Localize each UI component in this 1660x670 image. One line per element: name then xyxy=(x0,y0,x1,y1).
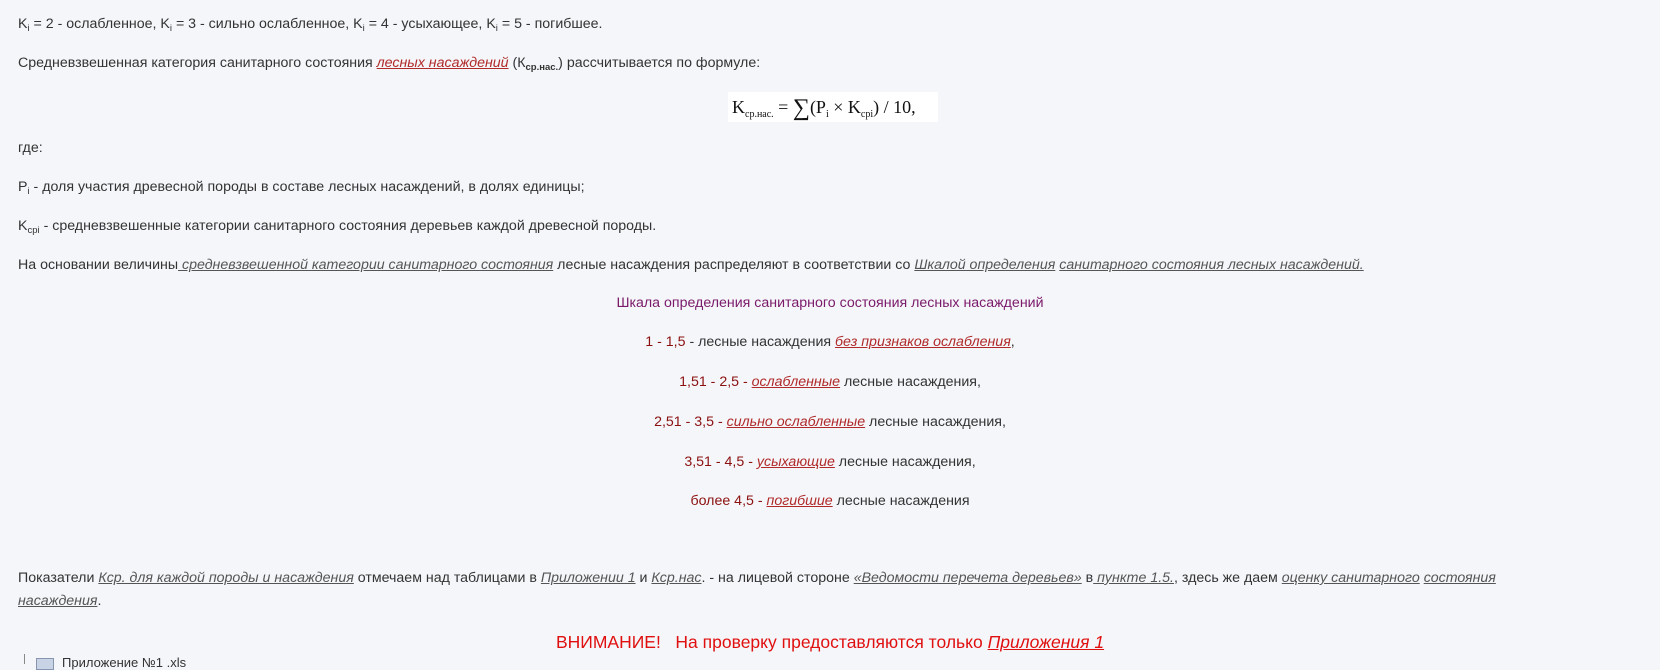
indicators-paragraph-line2: насаждения. xyxy=(18,593,102,609)
attachment-link[interactable]: Приложение №1 .xls xyxy=(62,655,187,670)
file-icon[interactable] xyxy=(36,658,54,670)
basis-paragraph: На основании величины средневзвешенной категории санитарного состояния лесные насаждения распределяют в соответствии со Шкалой определения санитарного состояния лесных насаждений. xyxy=(18,257,1364,273)
link-kcp-nas[interactable]: Кср.нас xyxy=(651,570,702,586)
indicators-paragraph-line1: Показатели Кср. для каждой породы и насаждения отмечаем над таблицами в Приложении 1 и Кср.нас. - на лицевой стороне «Ведомости перечета деревьев» в пункте 1.5., здесь же даем оценку санитарного состояния xyxy=(18,570,1496,586)
k-definition: $K_{срi}$ - средневзвешенные категории санитарного состояния деревьев каждой древесной породы. xyxy=(18,218,657,236)
link-dead[interactable]: погибшие xyxy=(766,493,833,509)
link-drying[interactable]: усыхающие xyxy=(756,454,835,470)
formula-intro: Средневзвешенная категория санитарного состояния лесных насаждений $(К_{ср.нас.})$ рассчитывается по формуле: xyxy=(18,55,761,73)
warning-line: ВНИМАНИЕ! На проверку предоставляются только Приложения 1 xyxy=(555,632,1105,652)
link-appendix-1[interactable]: Приложении 1 xyxy=(540,570,636,586)
link-point-1-5[interactable]: пункте 1.5. xyxy=(1093,570,1174,586)
category-line: $K_i = 2$ - ослабленное, $K_i = 3$ - сильно ослабленное, $K_i = 4$ - усыхающее, $K_i = 5$ - погибшее. xyxy=(18,16,603,34)
scale-title: Шкала определения санитарного состояния лесных насаждений xyxy=(616,295,1044,311)
tree-line-icon xyxy=(24,654,29,664)
link-weighted-category[interactable]: средневзвешенной категории санитарного состояния xyxy=(178,257,554,273)
link-strongly-weakened[interactable]: сильно ослабленные xyxy=(726,414,866,430)
scale-row-4: 3,51 - 4,5 - усыхающие лесные насаждения, xyxy=(684,454,976,470)
formula-image: $K_{ср.нас.} = \sum(P_i \times K_{срi}) / 10$, xyxy=(728,92,938,122)
link-weakened[interactable]: ослабленные xyxy=(751,374,841,390)
link-kcp-each-breed[interactable]: Кср. для каждой породы и насаждения xyxy=(98,570,354,586)
link-forest-stands[interactable]: лесных насаждений xyxy=(376,55,509,71)
warning-label: ВНИМАНИЕ! xyxy=(555,632,661,652)
scale-row-3: 2,51 - 3,5 - сильно ослабленные лесные насаждения, xyxy=(654,414,1006,430)
link-scale-definition[interactable]: Шкалой определения xyxy=(914,257,1056,273)
link-appendix-warning[interactable]: Приложения 1 xyxy=(987,632,1105,652)
link-sanitary-assessment[interactable]: оценку санитарного xyxy=(1281,570,1420,586)
link-no-weakening[interactable]: без признаков ослабления xyxy=(835,334,1011,350)
p-definition: $P_i$ - доля участия древесной породы в составе лесных насаждений, в долях единицы; xyxy=(18,179,585,197)
scale-row-1: 1 - 1,5 - лесные насаждения без признаков ослабления, xyxy=(645,334,1015,350)
scale-row-5: более 4,5 - погибшие лесные насаждения xyxy=(690,493,970,509)
link-tree-count-sheet[interactable]: «Ведомости перечета деревьев» xyxy=(853,570,1082,586)
link-sanitary-state[interactable]: санитарного состояния лесных насаждений. xyxy=(1059,257,1364,273)
link-stand[interactable]: насаждения xyxy=(18,593,98,609)
link-state[interactable]: состояния xyxy=(1423,570,1496,586)
where-label: где: xyxy=(18,140,43,156)
scale-row-2: 1,51 - 2,5 - ослабленные лесные насаждения, xyxy=(679,374,981,390)
